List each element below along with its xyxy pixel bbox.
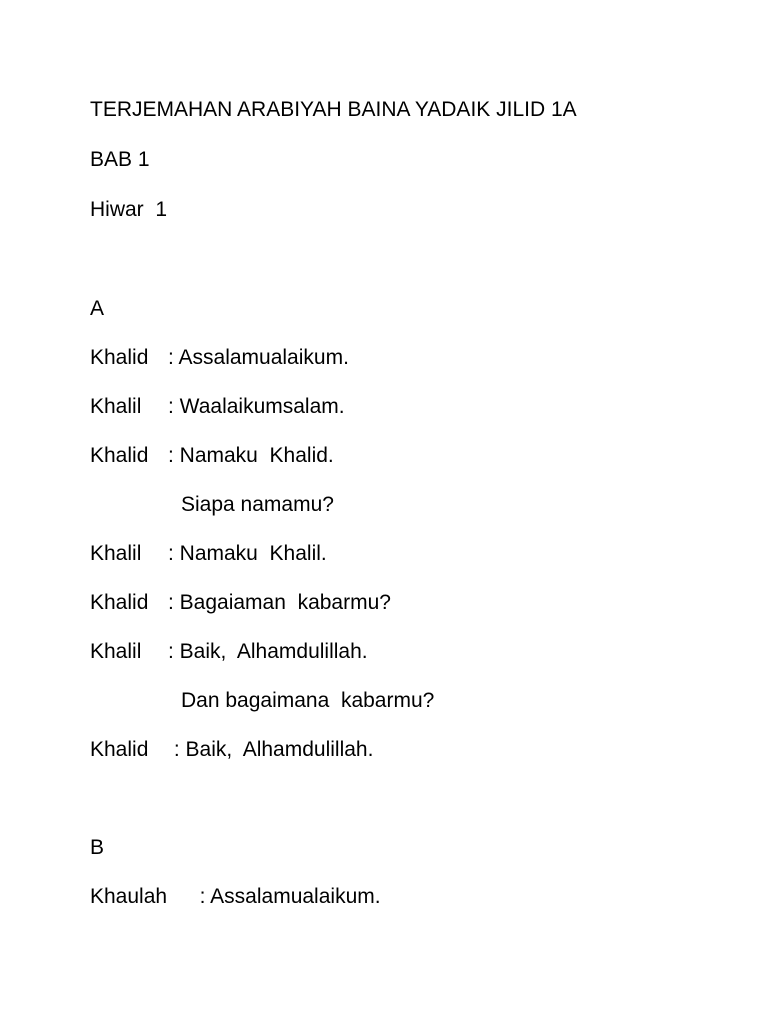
speaker-name: Khaulah <box>90 885 168 908</box>
dialogue-text: : Namaku Khalid. <box>168 444 334 467</box>
speaker-name: Khalil <box>90 640 142 663</box>
dialogue-text: : Baik, Alhamdulillah. <box>168 738 374 761</box>
chapter-heading: BAB 1 <box>90 148 150 171</box>
speaker-name: Khalil <box>90 395 142 418</box>
speaker-name: Khalid <box>90 444 149 467</box>
dialogue-line <box>90 884 381 910</box>
dialogue-text: : Assalamualaikum. <box>168 346 349 369</box>
dialogue-continuation: Dan bagaimana kabarmu? <box>181 689 435 712</box>
speaker-name: Khalil <box>90 542 142 565</box>
dialogue-line <box>90 541 327 567</box>
dialogue-text: : Waalaikumsalam. <box>168 395 345 418</box>
document-title: TERJEMAHAN ARABIYAH BAINA YADAIK JILID 1A <box>90 98 577 121</box>
dialogue-line <box>90 737 373 763</box>
dialogue-text: : Baik, Alhamdulillah. <box>168 640 368 663</box>
dialogue-line <box>90 443 334 469</box>
dialogue-text: : Namaku Khalil. <box>168 542 327 565</box>
dialogue-line <box>90 590 391 616</box>
dialogue-line <box>90 345 349 371</box>
speaker-name: Khalid <box>90 591 149 614</box>
dialogue-line <box>90 394 345 420</box>
dialogue-line <box>90 639 368 665</box>
part-b-label: B <box>90 836 105 859</box>
speaker-name: Khalid <box>90 346 149 369</box>
section-heading: Hiwar 1 <box>90 198 168 221</box>
part-a-label: A <box>90 297 105 320</box>
dialogue-continuation: Siapa namamu? <box>181 493 334 516</box>
speaker-name: Khalid <box>90 738 149 761</box>
dialogue-text: : Bagaiaman kabarmu? <box>168 591 391 614</box>
dialogue-text: : Assalamualaikum. <box>188 885 381 908</box>
